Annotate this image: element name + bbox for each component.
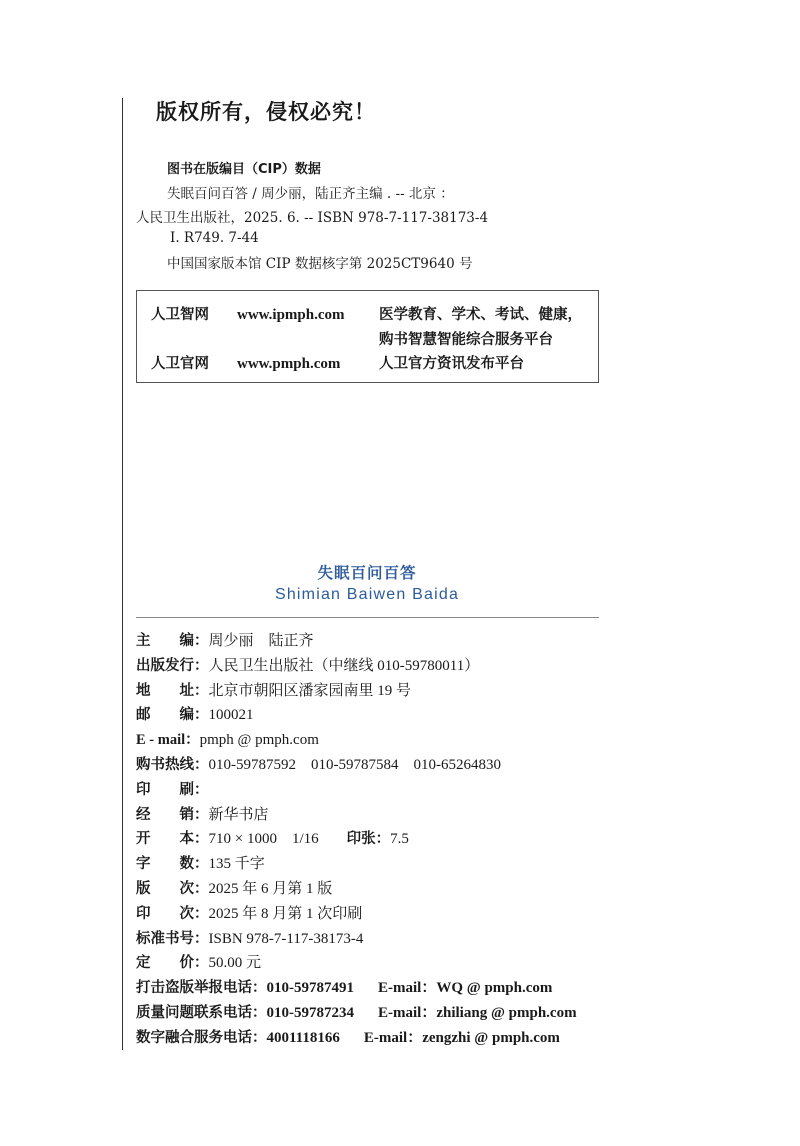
contact-email-label: E-mail： <box>378 1004 437 1021</box>
website-desc: 购书智慧智能综合服务平台 <box>379 332 553 348</box>
info-label: 标准书号： <box>136 930 209 947</box>
cip-line: 中国国家版本馆 CIP 数据核字第 2025CT9640 号 <box>167 256 473 272</box>
book-title-chinese: 失眠百问百答 <box>317 564 417 582</box>
contact-phone: 4001118166 <box>266 1029 340 1046</box>
website-desc-cont <box>379 328 553 349</box>
info-label: 邮 编： <box>136 707 209 724</box>
info-subvalue: 7.5 <box>390 831 409 848</box>
info-row-editor <box>136 628 656 653</box>
info-value: 人民卫生出版社（中继线 010-59780011） <box>208 657 480 674</box>
cip-line: 人民卫生出版社，2025. 6. -- ISBN 978-7-117-38173-4 <box>136 210 489 226</box>
info-value: 新华书店 <box>208 806 269 823</box>
title-divider <box>136 617 599 618</box>
website-url[interactable]: www.pmph.com <box>237 356 341 372</box>
info-label: 版 次： <box>136 880 209 897</box>
website-desc: 医学教育、学术、考试、健康， <box>379 307 582 323</box>
info-label: 印 刷： <box>136 781 209 798</box>
info-row-address <box>136 678 656 703</box>
info-row-publisher <box>136 653 656 678</box>
info-row-distributor <box>136 802 656 827</box>
info-value: 50.00 元 <box>208 955 262 972</box>
contact-phone: 010-59787491 <box>266 980 354 997</box>
contact-email[interactable]: zhiliang @ pmph.com <box>436 1004 577 1021</box>
info-value: ISBN 978-7-117-38173-4 <box>208 930 364 947</box>
website-row <box>151 303 582 324</box>
info-label: 开 本： <box>136 831 209 848</box>
info-row-printer <box>136 777 656 802</box>
contact-row-digital <box>136 1025 656 1050</box>
info-label: 出版发行： <box>136 657 209 674</box>
info-row-price <box>136 950 656 975</box>
website-box <box>136 290 599 383</box>
info-row-email <box>136 727 656 752</box>
website-name: 人卫官网 <box>151 356 209 372</box>
cip-line: 失眠百问百答 / 周少丽，陆正齐主编 . -- 北京 ： <box>167 186 454 202</box>
info-label: 购书热线： <box>136 756 209 773</box>
info-row-printing <box>136 901 656 926</box>
contact-email[interactable]: zengzhi @ pmph.com <box>422 1029 560 1046</box>
info-value: 北京市朝阳区潘家园南里 19 号 <box>208 682 412 699</box>
contact-email-label: E-mail： <box>363 1029 423 1046</box>
publication-info <box>136 628 656 1050</box>
contact-email[interactable]: WQ @ pmph.com <box>436 980 553 997</box>
cip-line: Ⅰ. R749. 7-44 <box>170 230 259 246</box>
info-label: 印 次： <box>136 905 209 922</box>
contact-email-label: E-mail： <box>378 980 437 997</box>
info-value: 100021 <box>208 707 254 724</box>
info-row-wordcount <box>136 851 656 876</box>
info-label: 经 销： <box>136 806 209 823</box>
website-url[interactable]: www.ipmph.com <box>237 307 345 323</box>
info-value: 710 × 1000 1/16 <box>208 831 319 848</box>
info-value: 2025 年 8 月第 1 次印刷 <box>208 905 363 922</box>
cip-heading: 图书在版编目（CIP）数据 <box>167 162 321 177</box>
info-value: 010-59787592 010-59787584 010-65264830 <box>208 756 501 773</box>
info-label: E - mail： <box>136 732 200 749</box>
copyright-notice: 版权所有，侵权必究！ <box>156 100 376 124</box>
contact-label: 质量问题联系电话： <box>136 1004 267 1021</box>
info-row-format <box>136 826 656 851</box>
contact-label: 打击盗版举报电话： <box>136 980 267 997</box>
info-label: 主 编： <box>136 633 209 649</box>
info-label: 定 价： <box>136 955 209 972</box>
contact-row-quality <box>136 1000 656 1025</box>
info-row-hotline <box>136 752 656 777</box>
info-value[interactable]: pmph @ pmph.com <box>199 732 319 749</box>
website-row <box>151 352 524 373</box>
website-name: 人卫智网 <box>151 307 209 323</box>
info-sublabel: 印张： <box>346 831 391 848</box>
contact-label: 数字融合服务电话： <box>136 1029 267 1046</box>
info-value: 2025 年 6 月第 1 版 <box>208 880 333 897</box>
info-row-postcode <box>136 702 656 727</box>
website-desc: 人卫官方资讯发布平台 <box>379 356 524 372</box>
info-value: 周少丽 陆正齐 <box>208 633 314 649</box>
contact-phone: 010-59787234 <box>266 1004 354 1021</box>
info-row-isbn <box>136 926 656 951</box>
info-label: 地 址： <box>136 682 209 699</box>
info-label: 字 数： <box>136 856 209 873</box>
info-row-edition <box>136 876 656 901</box>
book-title-pinyin: Shimian Baiwen Baida <box>274 586 460 603</box>
contact-row-piracy <box>136 975 656 1000</box>
info-value: 135 千字 <box>208 856 265 873</box>
